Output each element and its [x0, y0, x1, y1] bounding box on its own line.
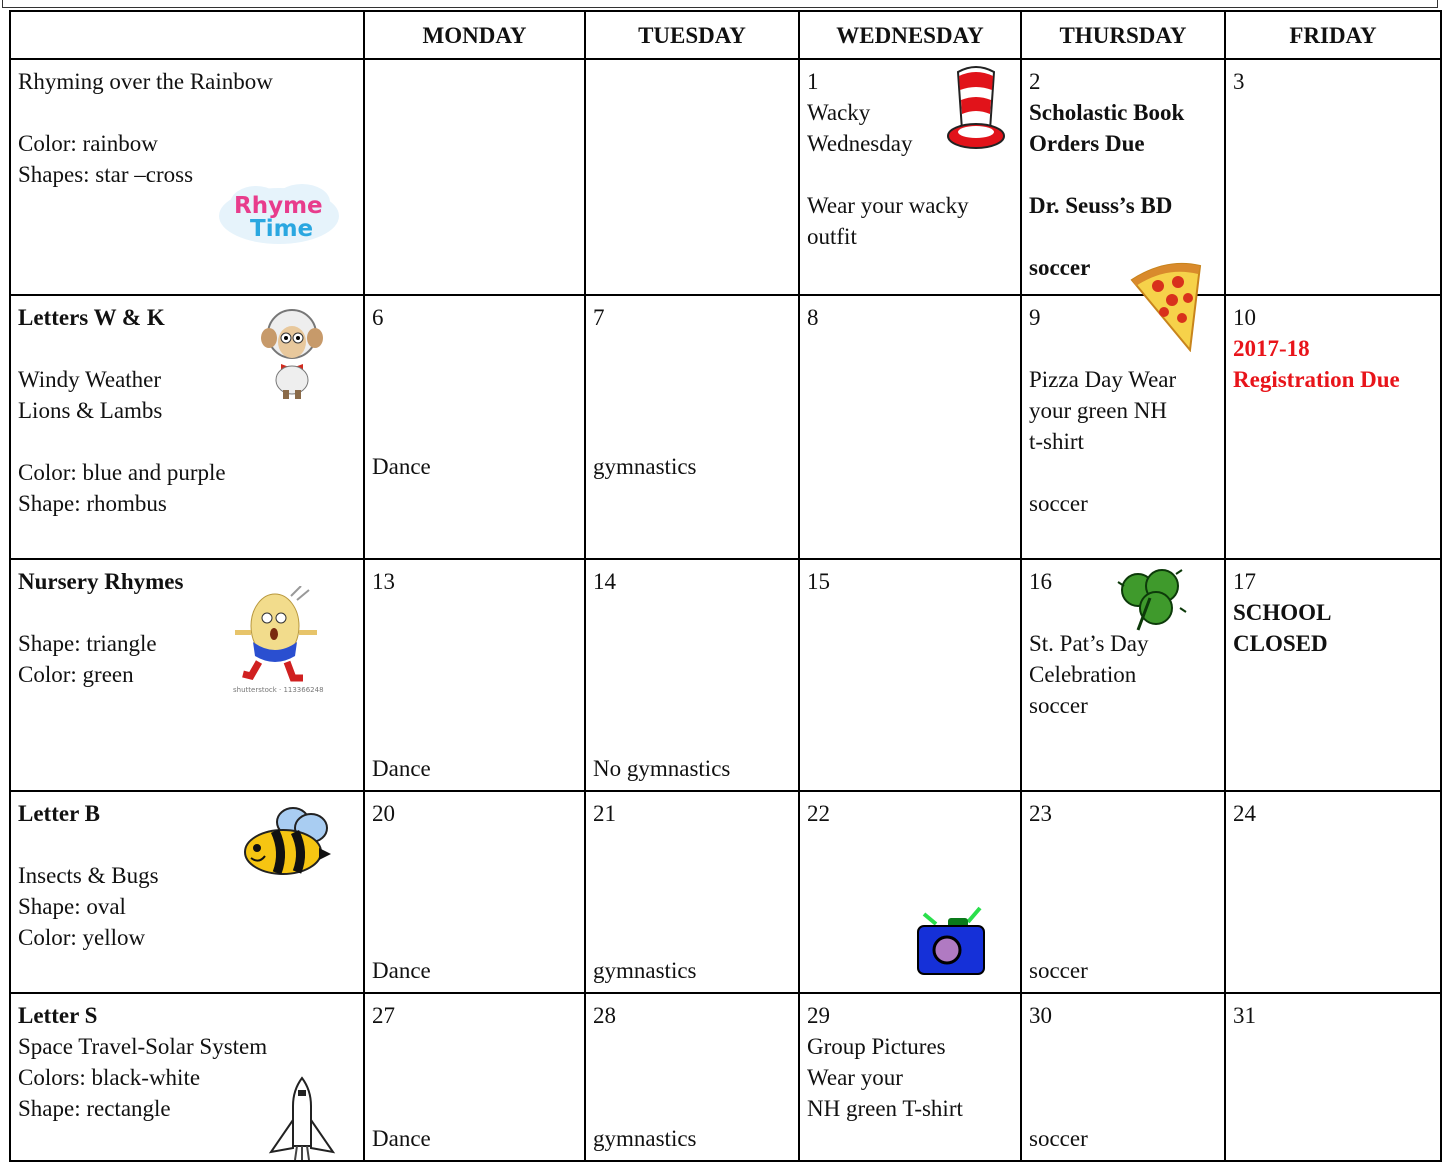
header-friday: FRIDAY: [1225, 11, 1441, 59]
activity-text: soccer: [1029, 958, 1088, 983]
event-text: soccer: [1029, 255, 1091, 280]
header-tuesday: TUESDAY: [585, 11, 799, 59]
theme-cell: [10, 59, 364, 295]
day-cell: [364, 559, 585, 791]
theme-line: Shape: rectangle: [18, 1096, 171, 1121]
theme-line: Space Travel-Solar System: [18, 1034, 268, 1059]
day-number: 28: [593, 1003, 616, 1028]
day-number: 14: [593, 569, 616, 594]
header-wednesday: WEDNESDAY: [799, 11, 1021, 59]
event-text: soccer: [1029, 693, 1088, 718]
activity-text: Dance: [372, 756, 431, 781]
day-number: 8: [807, 305, 819, 330]
day-number: 21: [593, 801, 616, 826]
event-text: Orders Due: [1029, 131, 1145, 156]
sheep-icon: [259, 306, 325, 400]
event-text: Wednesday: [807, 131, 913, 156]
theme-title: Letter B: [18, 801, 100, 826]
theme-line: Shape: rhombus: [18, 491, 167, 516]
theme-title: Letters W & K: [18, 305, 165, 330]
theme-line: Shape: triangle: [18, 631, 157, 656]
activity-text: No gymnastics: [593, 756, 731, 781]
day-number: 29: [807, 1003, 830, 1028]
day-cell: [1021, 993, 1225, 1161]
week-row: [10, 559, 1441, 791]
header-theme: [10, 11, 364, 59]
day-cell: [799, 559, 1021, 791]
header-row: [10, 11, 1441, 59]
rhyme-logo-text: Rhyme: [234, 193, 323, 219]
day-cell: [1021, 791, 1225, 993]
day-number: 16: [1029, 569, 1052, 594]
event-text: St. Pat’s Day: [1029, 631, 1149, 656]
event-text: Pizza Day Wear: [1029, 367, 1177, 392]
activity-text: gymnastics: [593, 454, 697, 479]
theme-cell: [10, 993, 364, 1161]
day-cell: [1225, 295, 1441, 559]
theme-line: Color: rainbow: [18, 131, 158, 156]
space-shuttle-icon: [267, 1076, 337, 1161]
header-monday: MONDAY: [364, 11, 585, 59]
day-cell: [1225, 59, 1441, 295]
day-number: 13: [372, 569, 395, 594]
day-cell: [364, 791, 585, 993]
day-number: 30: [1029, 1003, 1052, 1028]
day-cell: [364, 993, 585, 1161]
week-row: [10, 791, 1441, 993]
day-cell: [799, 59, 1021, 295]
event-text: Wear your: [807, 1065, 903, 1090]
day-number: 3: [1233, 69, 1245, 94]
day-number: 23: [1029, 801, 1052, 826]
day-cell: [585, 993, 799, 1161]
theme-line: Insects & Bugs: [18, 863, 159, 888]
day-number: 7: [593, 305, 605, 330]
bee-icon: [237, 804, 333, 880]
activity-text: soccer: [1029, 1126, 1088, 1151]
day-number: 20: [372, 801, 395, 826]
day-number: 15: [807, 569, 830, 594]
time-logo-text: Time: [250, 216, 314, 242]
theme-title: Letter S: [18, 1003, 98, 1028]
day-number: 10: [1233, 305, 1256, 330]
theme-cell: [10, 295, 364, 559]
theme-title: Rhyming over the Rainbow: [18, 69, 273, 94]
theme-line: Colors: black-white: [18, 1065, 201, 1090]
day-number: 27: [372, 1003, 395, 1028]
day-number: 2: [1029, 69, 1041, 94]
event-text: Group Pictures: [807, 1034, 946, 1059]
day-number: 17: [1233, 569, 1256, 594]
event-text: Celebration: [1029, 662, 1137, 687]
theme-cell: [10, 559, 364, 791]
day-cell: [1021, 559, 1225, 791]
day-cell: [799, 791, 1021, 993]
day-cell: [585, 791, 799, 993]
day-cell: [1225, 559, 1441, 791]
event-text: Scholastic Book: [1029, 100, 1185, 125]
day-cell: [1225, 791, 1441, 993]
humpty-dumpty-icon: [229, 586, 329, 694]
day-number: 9: [1029, 305, 1041, 330]
theme-line: Color: yellow: [18, 925, 146, 950]
day-number: 24: [1233, 801, 1256, 826]
striped-hat-icon: [946, 64, 1006, 156]
event-text: NH green T-shirt: [807, 1096, 963, 1121]
rhyme-time-cloud-icon: [216, 180, 342, 246]
event-text: Wacky: [807, 100, 871, 125]
day-cell: [585, 559, 799, 791]
day-cell: [364, 295, 585, 559]
activity-text: gymnastics: [593, 958, 697, 983]
theme-line: Color: green: [18, 662, 134, 687]
event-text: Dr. Seuss’s BD: [1029, 193, 1173, 218]
week-row: [10, 295, 1441, 559]
day-number: 1: [807, 69, 819, 94]
calendar-table: [9, 10, 1442, 1162]
day-cell-empty: [585, 59, 799, 295]
theme-cell: [10, 791, 364, 993]
header-thursday: THURSDAY: [1021, 11, 1225, 59]
theme-line: Windy Weather: [18, 367, 162, 392]
activity-text: gymnastics: [593, 1126, 697, 1151]
week-row: [10, 993, 1441, 1161]
event-text: t-shirt: [1029, 429, 1084, 454]
event-text: Registration Due: [1233, 367, 1400, 392]
activity-text: Dance: [372, 1126, 431, 1151]
theme-line: Lions & Lambs: [18, 398, 163, 423]
day-cell: [799, 295, 1021, 559]
theme-line: Shapes: star –cross: [18, 162, 194, 187]
day-cell: [585, 295, 799, 559]
week-row: [10, 59, 1441, 295]
day-cell: [1225, 993, 1441, 1161]
day-number: 22: [807, 801, 830, 826]
event-text: your green NH: [1029, 398, 1167, 423]
theme-line: Shape: oval: [18, 894, 126, 919]
event-text: soccer: [1029, 491, 1088, 516]
pizza-slice-icon: [1128, 258, 1204, 352]
shamrock-icon: [1116, 568, 1188, 632]
event-text: 2017-18: [1233, 336, 1310, 361]
activity-text: Dance: [372, 958, 431, 983]
event-text: outfit: [807, 224, 857, 249]
camera-icon: [914, 904, 988, 978]
image-credit: shutterstock · 113366248: [233, 686, 324, 694]
theme-title: Nursery Rhymes: [18, 569, 184, 594]
day-cell-empty: [364, 59, 585, 295]
theme-line: Color: blue and purple: [18, 460, 226, 485]
day-cell: [799, 993, 1021, 1161]
event-text: SCHOOL: [1233, 600, 1332, 625]
day-number: 31: [1233, 1003, 1256, 1028]
event-text: Wear your wacky: [807, 193, 969, 218]
day-number: 6: [372, 305, 384, 330]
activity-text: Dance: [372, 454, 431, 479]
event-text: CLOSED: [1233, 631, 1328, 656]
page-frame-top: [2, 0, 1438, 8]
